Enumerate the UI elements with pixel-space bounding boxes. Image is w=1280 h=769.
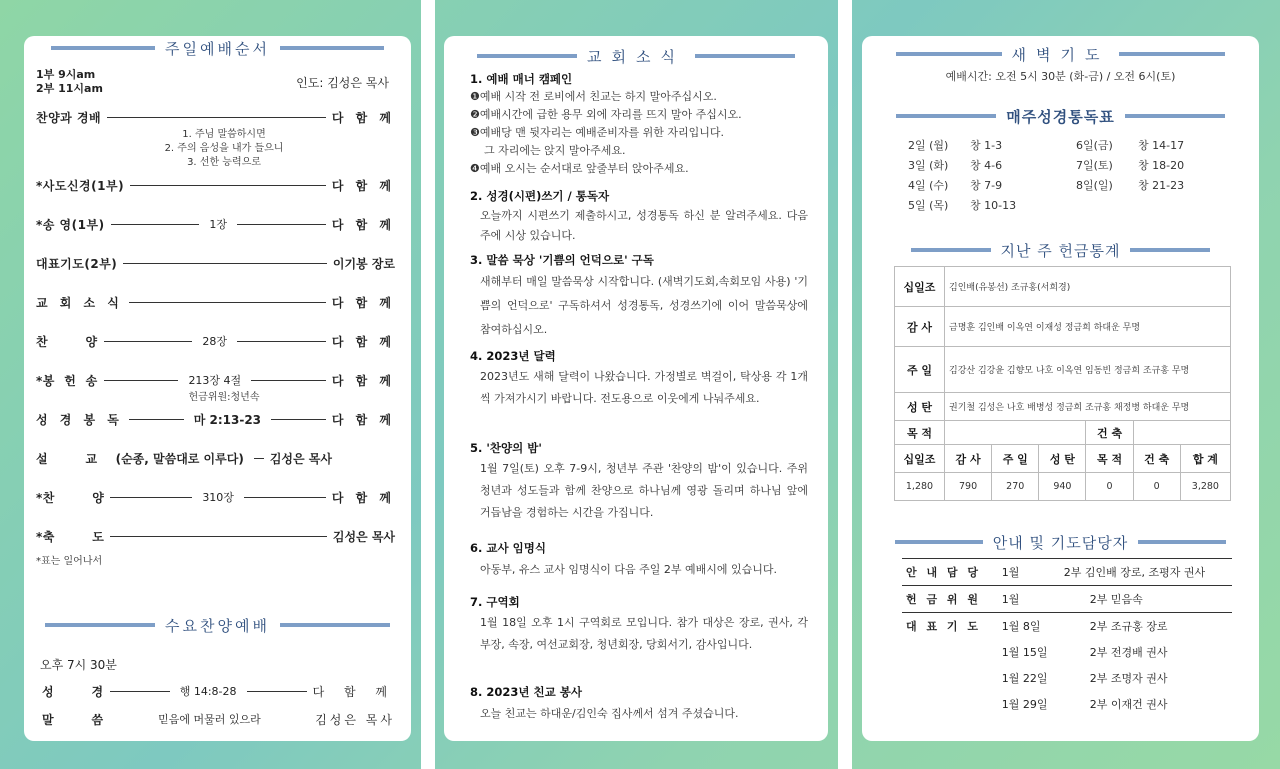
- order-line: [110, 691, 170, 692]
- news-item-5: [470, 438, 808, 524]
- service-time-2: 2부 11시am: [36, 82, 103, 95]
- bible-reading-right: [1076, 136, 1184, 196]
- bible-reading-header: [862, 106, 1259, 126]
- news-title: 1. 예배 매너 캠페인: [470, 72, 573, 86]
- totals-head-cell: 건 축: [1133, 445, 1180, 473]
- header-bar-left: [911, 248, 991, 252]
- header-bar-left: [45, 623, 155, 627]
- praise-note: 2. 주의 음성을 내가 들으니: [164, 143, 284, 154]
- news-item-4: [470, 346, 808, 410]
- sunday-service-header: [24, 38, 411, 58]
- news-body: 1월 18일 오후 1시 구역회로 모입니다. 참가 대상은 장로, 권사, 각 부장, 속장, 여선교회장, 청년회장, 당회서기, 감사입니다.: [480, 616, 808, 651]
- wednesday-time: 오후 7시 30분: [40, 658, 117, 672]
- order-line: [129, 419, 184, 420]
- bible-date: 4일 (수): [908, 179, 949, 192]
- news-line: ❸예배당 맨 뒷자리는 예배준비자를 위한 자리입니다.: [470, 126, 724, 139]
- order-line: [104, 380, 179, 381]
- offering-table: [894, 266, 1231, 501]
- order-who: 다 함 께: [331, 217, 396, 232]
- news-item-8: [470, 682, 808, 726]
- order-line: [251, 380, 326, 381]
- news-body: 아동부, 유스 교사 임명식이 다음 주일 2부 예배시에 있습니다.: [480, 563, 777, 576]
- news-item-2: [470, 186, 808, 246]
- church-news-header: [444, 46, 828, 66]
- offering-names: 금명훈 김인배 이옥연 이재성 정금희 하대운 무명: [945, 307, 1231, 347]
- order-line: [107, 117, 326, 118]
- order-row: [36, 410, 395, 428]
- news-body: 새해부터 매일 말씀묵상 시작합니다. (새벽기도회,속회모임 사용) '기쁨의 언덕으로' 구독하셔서 성경통독, 성경쓰기에 이어 말씀묵상에 참여하십시오.: [480, 275, 808, 336]
- guide-row: [902, 559, 1232, 586]
- guide-month: 1월 22일: [1001, 672, 1048, 685]
- totals-value-cell: 0: [1133, 473, 1180, 501]
- order-line: [104, 341, 193, 342]
- news-item-1: [470, 70, 808, 178]
- order-label: *찬 양: [36, 490, 105, 505]
- header-bar-right: [1119, 52, 1225, 56]
- bible-day: [908, 196, 1016, 216]
- order-row: [36, 176, 395, 194]
- order-who: 다 함 께: [312, 684, 395, 699]
- order-label: 교 회 소 식: [36, 295, 123, 310]
- offering-value: [945, 421, 1086, 445]
- bible-date: 5일 (목): [908, 199, 949, 212]
- bible-range: 창 21-23: [1138, 179, 1185, 192]
- order-label: *사도신경(1부): [36, 178, 125, 193]
- order-row: [36, 254, 395, 272]
- order-row: [36, 371, 395, 389]
- news-title: 4. 2023년 달력: [470, 349, 556, 363]
- order-who: 다 함 께: [331, 295, 395, 310]
- order-mid: 행 14:8-28: [176, 683, 241, 699]
- order-label: *송 영(1부): [36, 217, 105, 232]
- church-news-panel: [444, 36, 828, 741]
- guide-label: 안 내 담 당: [902, 559, 998, 586]
- bible-date: 3일 (화): [908, 159, 949, 172]
- offering-category: 주 일: [895, 347, 945, 393]
- offering-row: [895, 307, 1231, 347]
- totals-head-cell: 합 계: [1180, 445, 1230, 473]
- guide-value: 2부 믿음속: [1060, 586, 1232, 613]
- guide-row: [902, 613, 1232, 640]
- guide-value: 2부 조규홍 장로: [1089, 620, 1168, 633]
- order-who: 다 함 께: [331, 412, 396, 427]
- guide-label: [902, 639, 998, 665]
- order-row: [36, 488, 395, 506]
- totals-head-cell: 주 일: [992, 445, 1039, 473]
- header-bar-right: [695, 54, 795, 58]
- order-line: [123, 263, 327, 264]
- guide-month: 1월 29일: [1001, 698, 1048, 711]
- praise-note: 3. 선한 능력으로: [187, 157, 261, 168]
- order-line: [271, 419, 326, 420]
- news-title: 5. '찬양의 밤': [470, 441, 542, 455]
- offering-stats-header: [862, 240, 1259, 260]
- offering-names: 김강산 김강윤 김향모 나호 이옥연 임동빈 정금희 조규홍 무명: [945, 347, 1231, 393]
- standing-note: *표는 일어나서: [36, 556, 103, 567]
- offering-category: 성 탄: [895, 393, 945, 421]
- guide-value: 2부 조명자 권사: [1089, 672, 1168, 685]
- news-line: 그 자리에는 앉지 말아주세요.: [484, 144, 626, 157]
- totals-head-cell: 감 사: [945, 445, 992, 473]
- bible-day: [1076, 136, 1184, 156]
- bible-date: 2일 (월): [908, 139, 949, 152]
- wednesday-service-title: 수요찬양예배: [165, 616, 270, 635]
- offering-value: [1133, 421, 1230, 445]
- order-line: [254, 458, 264, 459]
- wed-order-row: [42, 710, 395, 728]
- order-label: *축 도: [36, 529, 105, 544]
- bible-day: [908, 136, 1016, 156]
- order-who: 김성은 목사: [315, 712, 395, 727]
- offering-row: [895, 347, 1231, 393]
- order-mid: 믿음에 머물러 있으라: [154, 711, 265, 727]
- order-mid: 28장: [198, 333, 231, 349]
- guide-month: 1월: [998, 559, 1060, 586]
- bible-range: 창 14-17: [1138, 139, 1185, 152]
- totals-value-cell: 3,280: [1180, 473, 1230, 501]
- bible-day: [1076, 156, 1184, 176]
- bible-range: 창 4-6: [970, 159, 1003, 172]
- totals-value-cell: 0: [1086, 473, 1133, 501]
- guide-row: [902, 691, 1232, 717]
- guide-row: [902, 586, 1232, 613]
- order-mid: 310장: [198, 489, 238, 505]
- order-line: [110, 497, 192, 498]
- news-body: 1월 7일(토) 오후 7-9시, 청년부 주관 '찬양의 밤'이 있습니다. 주위 청년과 성도들과 함께 찬양으로 하나님께 영광 돌리며 하나님 앞에 거듭남을 경험하는 시간을 가집니다.: [480, 462, 808, 519]
- guide-label: 헌 금 위 원: [902, 586, 998, 613]
- order-row: [36, 215, 395, 233]
- totals-value-cell: 1,280: [895, 473, 945, 501]
- order-who: 다 함 께: [331, 110, 395, 125]
- order-who: 다 함 께: [331, 178, 395, 193]
- dawn-prayer-header: [862, 44, 1259, 64]
- order-who: 다 함 께: [331, 334, 395, 349]
- bible-range: 창 7-9: [970, 179, 1003, 192]
- order-line: [130, 185, 326, 186]
- header-bar-right: [280, 623, 390, 627]
- order-label: 성 경 봉 독: [36, 412, 123, 427]
- guide-value: 2부 김인배 장로, 조평자 권사: [1060, 559, 1232, 586]
- guide-title: 안내 및 기도담당자: [992, 533, 1129, 552]
- bible-range: 창 1-3: [970, 139, 1003, 152]
- totals-value-cell: 940: [1039, 473, 1086, 501]
- order-who: 다 함 께: [331, 373, 395, 388]
- guide-row: [902, 665, 1232, 691]
- offering-category: 감 사: [895, 307, 945, 347]
- bible-range: 창 18-20: [1138, 159, 1185, 172]
- guide-table: [902, 558, 1232, 717]
- offering-row: [895, 421, 1231, 445]
- guide-row: [902, 639, 1232, 665]
- guide-month: 1월: [998, 586, 1060, 613]
- dawn-prayer-time: 예배시간: 오전 5시 30분 (화-금) / 오전 6시(토): [945, 70, 1176, 83]
- news-item-7: [470, 592, 808, 656]
- bible-day: [1076, 176, 1184, 196]
- bible-day: [908, 156, 1016, 176]
- news-item-3: [470, 250, 808, 342]
- order-mid: 마 2:13-23: [190, 411, 265, 428]
- guide-header: [862, 532, 1259, 552]
- sunday-service-title: 주일예배순서: [165, 39, 270, 58]
- news-title: 7. 구역회: [470, 595, 520, 609]
- service-time-1: 1부 9시am: [36, 68, 96, 81]
- news-line: ❶예배 시작 전 로비에서 친교는 하지 말아주십시오.: [470, 90, 717, 103]
- order-row: [36, 108, 395, 126]
- dawn-prayer-title: 새벽기도: [1011, 45, 1110, 64]
- order-who: 다 함 께: [331, 490, 395, 505]
- guide-label: [902, 665, 998, 691]
- bible-range: 창 10-13: [970, 199, 1017, 212]
- order-mid: 1장: [205, 216, 231, 232]
- order-line: [244, 497, 326, 498]
- offering-row: [895, 393, 1231, 421]
- offering-totals-head: [895, 445, 1231, 473]
- bible-date: 7일(토): [1076, 159, 1113, 172]
- service-times: [36, 68, 103, 96]
- order-line: [111, 224, 200, 225]
- totals-head-cell: 성 탄: [1039, 445, 1086, 473]
- header-bar-right: [1125, 114, 1225, 118]
- bible-day: [908, 176, 1016, 196]
- news-title: 2. 성경(시편)쓰기 / 통독자: [470, 189, 610, 203]
- totals-value-cell: 790: [945, 473, 992, 501]
- news-line: ❹예배 오시는 순서대로 앞줄부터 앉아주세요.: [470, 162, 689, 175]
- news-item-6: [470, 538, 808, 582]
- order-line: [237, 224, 326, 225]
- totals-value-cell: 270: [992, 473, 1039, 501]
- order-label: 말 씀: [42, 712, 104, 727]
- guide-label: 대 표 기 도: [906, 620, 981, 633]
- order-who: 이기봉 장로: [332, 256, 395, 271]
- order-row: [36, 332, 395, 350]
- info-panel: [862, 36, 1259, 741]
- offering-row: [895, 267, 1231, 307]
- offering-names: 김인배(유봉선) 조규홍(서희경): [945, 267, 1231, 307]
- offering-category: 십일조: [895, 267, 945, 307]
- fold-divider-right: [838, 0, 852, 769]
- header-bar-right: [280, 46, 384, 50]
- order-line: [129, 302, 326, 303]
- guide-month: 1월 15일: [1001, 646, 1048, 659]
- totals-head-cell: 목 적: [1086, 445, 1133, 473]
- news-title: 6. 교사 임명식: [470, 541, 546, 555]
- order-line: [110, 536, 326, 537]
- fold-divider-left: [421, 0, 435, 769]
- offering-category: 목 적: [895, 421, 945, 445]
- order-label: 성 경: [42, 684, 104, 699]
- offering-category: 건 축: [1086, 421, 1133, 445]
- sunday-service-panel: [24, 36, 411, 741]
- order-label: 찬 양: [36, 334, 98, 349]
- header-bar-left: [51, 46, 155, 50]
- header-bar-left: [896, 52, 1002, 56]
- order-row: [36, 527, 395, 545]
- order-label: *봉 헌 송: [36, 373, 98, 388]
- order-row: [36, 449, 395, 467]
- header-bar-right: [1130, 248, 1210, 252]
- order-mid: 213장 4절: [184, 372, 245, 388]
- header-bar-right: [1138, 540, 1226, 544]
- header-bar-left: [896, 114, 996, 118]
- order-who: 김성은 목사: [332, 529, 395, 544]
- header-bar-left: [477, 54, 577, 58]
- praise-notes: [124, 128, 324, 170]
- news-line: ❷예배시간에 급한 용무 외에 자리를 뜨지 말아 주십시오.: [470, 108, 742, 121]
- order-who: 김성은 목사: [269, 451, 332, 466]
- leader: 인도: 김성은 목사: [296, 76, 389, 90]
- bible-date: 6일(금): [1076, 139, 1113, 152]
- offering-names: 권기철 김성은 나호 배병성 정금희 조규홍 채정병 하대운 무명: [945, 393, 1231, 421]
- order-label: 대표기도(2부): [36, 256, 118, 271]
- offering-totals-values: [895, 473, 1231, 501]
- header-bar-left: [895, 540, 983, 544]
- church-news-title: 교회소식: [587, 47, 685, 66]
- news-title: 3. 말씀 묵상 '기쁨의 언덕으로' 구독: [470, 253, 654, 267]
- guide-value: 2부 이재건 권사: [1089, 698, 1168, 711]
- wed-order-row: [42, 682, 395, 700]
- order-label: 설 교: [36, 451, 98, 466]
- bible-reading-left: [908, 136, 1016, 216]
- order-mid: (순종, 말씀대로 이루다): [98, 450, 248, 467]
- praise-note: 1. 주님 말씀하시면: [182, 129, 266, 140]
- order-row: [36, 293, 395, 311]
- guide-value: 2부 전경배 권사: [1089, 646, 1168, 659]
- order-line: [237, 341, 326, 342]
- bible-date: 8일(일): [1076, 179, 1113, 192]
- wednesday-service-header: [24, 615, 411, 635]
- order-label: 찬양과 경배: [36, 110, 102, 125]
- guide-month: 1월 8일: [1001, 620, 1041, 633]
- offering-stats-title: 지난 주 헌금통계: [1000, 241, 1121, 260]
- offering-note: 헌금위원:청년속: [188, 392, 260, 403]
- news-body: 오늘 친교는 하대운/김인숙 집사께서 섬겨 주셨습니다.: [480, 707, 739, 720]
- totals-head-cell: 십일조: [895, 445, 945, 473]
- guide-label: [902, 691, 998, 717]
- order-line: [247, 691, 307, 692]
- news-body: 2023년도 새해 달력이 나왔습니다. 가정별로 벽걸이, 탁상용 각 1개씩 가져가시기 바랍니다. 전도용으로 이웃에게 나눠주세요.: [480, 370, 808, 405]
- news-title: 8. 2023년 친교 봉사: [470, 685, 582, 699]
- news-body: 오늘까지 시편쓰기 제출하시고, 성경통독 하신 분 알려주세요. 다음 주에 시상 있습니다.: [480, 209, 808, 242]
- bible-reading-title: 매주성경통독표: [1006, 107, 1115, 126]
